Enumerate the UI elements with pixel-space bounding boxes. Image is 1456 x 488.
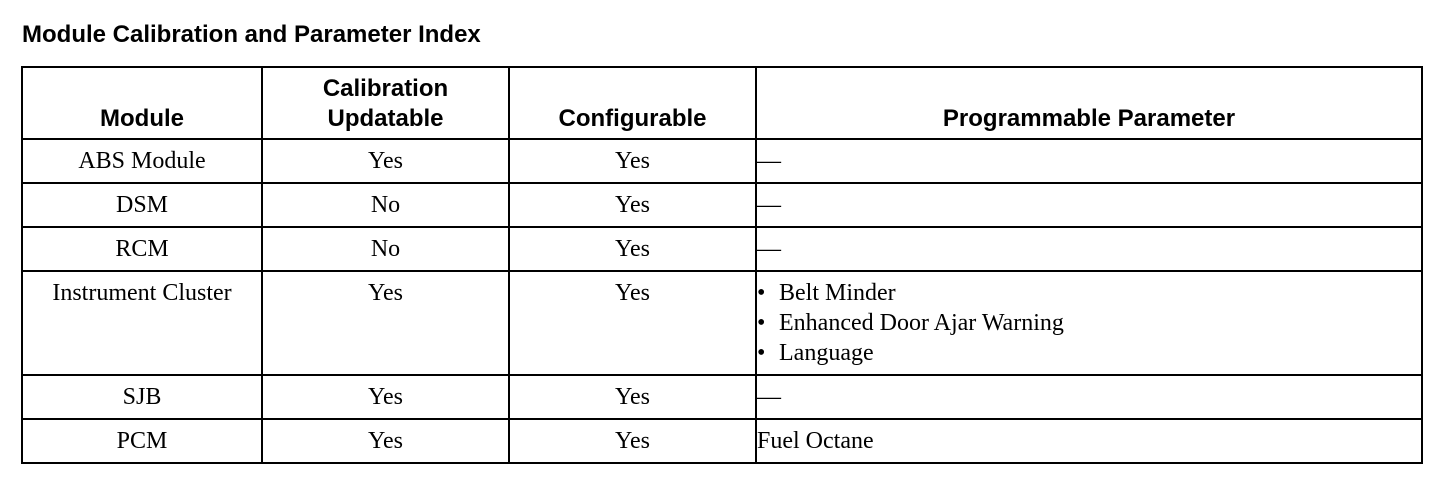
table-body <box>22 139 1422 463</box>
document-title: Module Calibration and Parameter Index <box>22 21 481 48</box>
cell-calibration-updatable: Yes <box>262 139 509 183</box>
cell-calibration-updatable: Yes <box>262 375 509 419</box>
header-calibration-line1: Calibration <box>322 75 449 102</box>
table-row <box>22 419 1422 463</box>
cell-module: SJB <box>22 375 262 419</box>
cell-programmable-parameter: — <box>756 183 1422 227</box>
parameter-list-item <box>757 338 1421 368</box>
cell-module: Instrument Cluster <box>22 271 262 375</box>
cell-module: PCM <box>22 419 262 463</box>
header-module-label: Module <box>100 105 184 132</box>
bullet-icon: • <box>757 310 766 336</box>
parameter-list-item <box>757 308 1421 338</box>
parameter-list <box>757 278 1421 368</box>
cell-calibration-updatable: Yes <box>262 271 509 375</box>
header-parameter-label: Programmable Parameter <box>942 105 1236 132</box>
header-configurable-label: Configurable <box>558 105 707 132</box>
cell-configurable: Yes <box>509 271 756 375</box>
module-parameter-table <box>21 66 1423 464</box>
cell-module: ABS Module <box>22 139 262 183</box>
parameter-item-label: Belt Minder <box>779 280 896 306</box>
table-row <box>22 227 1422 271</box>
cell-module: RCM <box>22 227 262 271</box>
cell-programmable-parameter: Fuel Octane <box>756 419 1422 463</box>
table-row <box>22 183 1422 227</box>
parameter-item-label: Language <box>779 340 874 366</box>
header-calibration-line2: Updatable <box>327 105 444 132</box>
header-module <box>22 67 262 139</box>
table-row <box>22 139 1422 183</box>
parameter-list-item <box>757 278 1421 308</box>
cell-calibration-updatable: Yes <box>262 419 509 463</box>
cell-programmable-parameter: — <box>756 227 1422 271</box>
header-calibration-updatable <box>262 67 509 139</box>
header-programmable-parameter <box>756 67 1422 139</box>
cell-module: DSM <box>22 183 262 227</box>
cell-configurable: Yes <box>509 227 756 271</box>
cell-programmable-parameter <box>756 271 1422 375</box>
table-row <box>22 375 1422 419</box>
bullet-icon: • <box>757 280 766 306</box>
cell-configurable: Yes <box>509 375 756 419</box>
cell-programmable-parameter: — <box>756 139 1422 183</box>
cell-configurable: Yes <box>509 139 756 183</box>
header-configurable <box>509 67 756 139</box>
bullet-icon: • <box>757 340 766 366</box>
cell-configurable: Yes <box>509 419 756 463</box>
cell-calibration-updatable: No <box>262 183 509 227</box>
table-header <box>22 67 1422 139</box>
table-row <box>22 271 1422 375</box>
parameter-item-label: Enhanced Door Ajar Warning <box>779 310 1064 336</box>
header-row <box>22 67 1422 139</box>
cell-calibration-updatable: No <box>262 227 509 271</box>
cell-configurable: Yes <box>509 183 756 227</box>
cell-programmable-parameter: — <box>756 375 1422 419</box>
